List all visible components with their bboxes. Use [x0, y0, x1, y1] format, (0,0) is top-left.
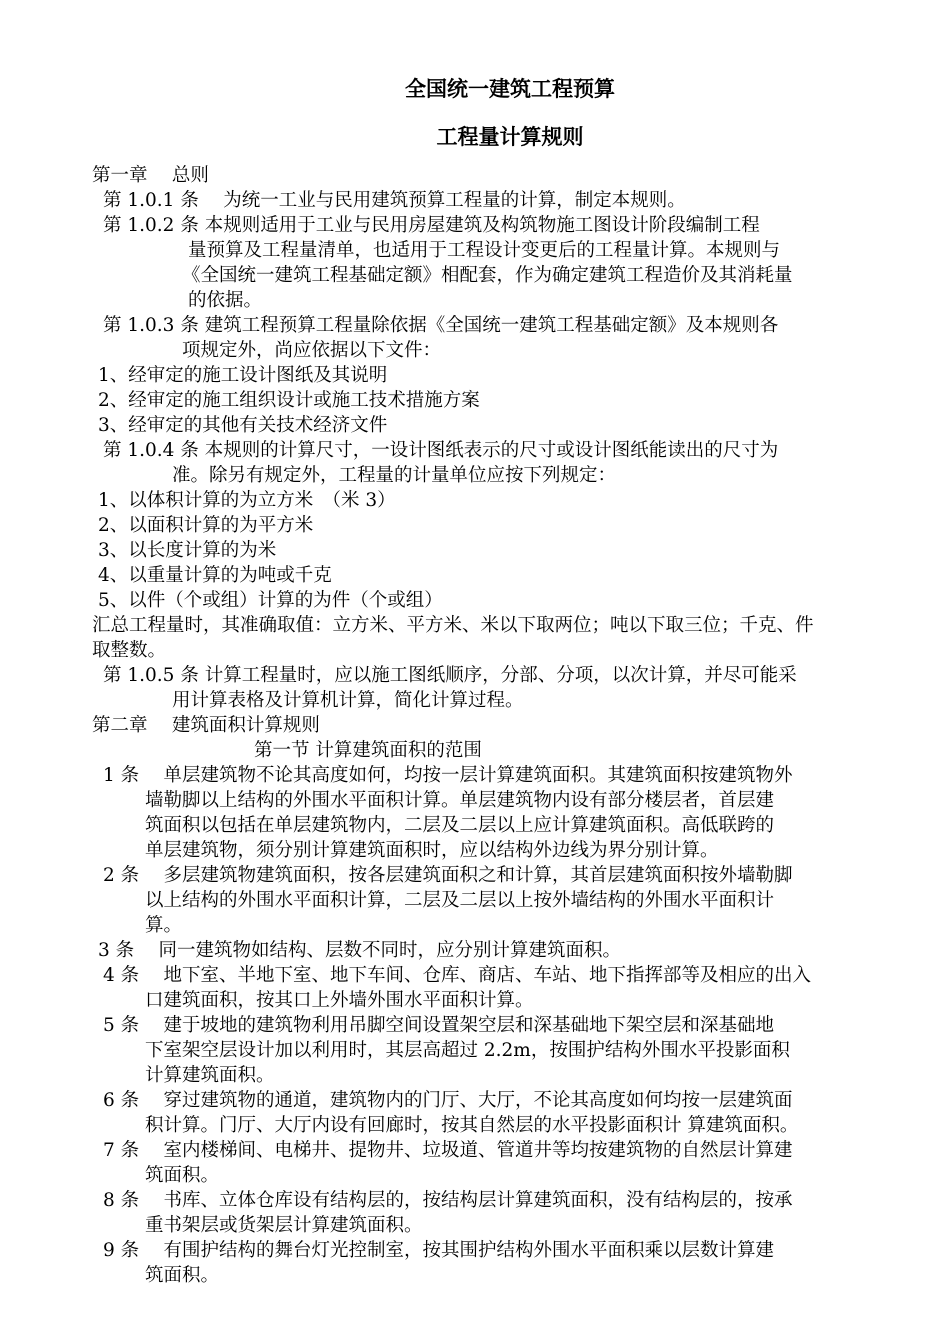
paragraph-line: 汇总工程量时，其准确取值：立方米、平方米、米以下取两位；吨以下取三位；千克、件: [92, 615, 814, 636]
article-line: 第 1.0.2 条 本规则适用于工业与民用房屋建筑及构筑物施工图设计阶段编制工程: [103, 215, 760, 236]
clause-line: 3 条 同一建筑物如结构、层数不同时，应分别计算建筑面积。: [98, 940, 622, 961]
clause-line: 筑面积。: [145, 1265, 220, 1286]
clause-line: 4 条 地下室、半地下室、地下车间、仓库、商店、车站、地下指挥部等及相应的出入: [103, 965, 812, 986]
clause-line: 计算建筑面积。: [145, 1065, 275, 1086]
clause-line: 8 条 书库、立体仓库设有结构层的，按结构层计算建筑面积，没有结构层的，按承: [103, 1190, 793, 1211]
article-line: 的依据。: [188, 290, 263, 311]
article-line: 《全国统一建筑工程基础定额》相配套，作为确定建筑工程造价及其消耗量: [182, 265, 793, 286]
list-item: 2、以面积计算的为平方米: [98, 515, 314, 536]
article-line: 项规定外，尚应依据以下文件：: [182, 340, 442, 361]
clause-line: 算。: [145, 915, 183, 936]
clause-line: 单层建筑物，须分别计算建筑面积时，应以结构外边线为界分别计算。: [145, 840, 719, 861]
article-line: 第 1.0.4 条 本规则的计算尺寸，一设计图纸表示的尺寸或设计图纸能读出的尺寸为: [103, 440, 779, 461]
clause-line: 以上结构的外围水平面积计算，二层及二层以上按外墙结构的外围水平面积计: [145, 890, 775, 911]
clause-line: 口建筑面积，按其口上外墙外围水平面积计算。: [145, 990, 534, 1011]
list-item: 3、经审定的其他有关技术经济文件: [98, 415, 388, 436]
clause-line: 下室架空层设计加以利用时，其层高超过 2.2m，按围护结构外围水平投影面积: [145, 1040, 790, 1061]
paragraph-line: 取整数。: [92, 640, 167, 661]
clause-line: 1 条 单层建筑物不论其高度如何，均按一层计算建筑面积。其建筑面积按建筑物外: [103, 765, 793, 786]
clause-line: 2 条 多层建筑物建筑面积，按各层建筑面积之和计算，其首层建筑面积按外墙勒脚: [103, 865, 793, 886]
clause-line: 筑面积以包括在单层建筑物内，二层及二层以上应计算建筑面积。高低联跨的: [145, 815, 775, 836]
article-line: 第 1.0.3 条 建筑工程预算工程量除依据《全国统一建筑工程基础定额》及本规则各: [103, 315, 779, 336]
chapter-heading: 第一章 总则: [92, 165, 209, 186]
list-item: 3、以长度计算的为米: [98, 540, 277, 561]
document-subtitle: 工程量计算规则: [436, 125, 584, 149]
clause-line: 重书架层或货架层计算建筑面积。: [145, 1215, 423, 1236]
list-item: 2、经审定的施工组织设计或施工技术措施方案: [98, 390, 480, 411]
clause-line: 7 条 室内楼梯间、电梯井、提物井、垃圾道、管道井等均按建筑物的自然层计算建: [103, 1140, 793, 1161]
clause-line: 5 条 建于坡地的建筑物利用吊脚空间设置架空层和深基础地下架空层和深基础地: [103, 1015, 775, 1036]
clause-line: 筑面积。: [145, 1165, 220, 1186]
list-item: 4、以重量计算的为吨或千克: [98, 565, 332, 586]
article-line: 第 1.0.5 条 计算工程量时，应以施工图纸顺序，分部、分项，以次计算，并尽可能采: [103, 665, 797, 686]
article-line: 用计算表格及计算机计算，简化计算过程。: [172, 690, 524, 711]
chapter-heading: 第二章 建筑面积计算规则: [92, 715, 320, 736]
article-line: 量预算及工程量清单，也适用于工程设计变更后的工程量计算。本规则与: [188, 240, 781, 261]
section-heading: 第一节 计算建筑面积的范围: [254, 740, 482, 761]
document-title: 全国统一建筑工程预算: [405, 77, 615, 101]
clause-line: 9 条 有围护结构的舞台灯光控制室，按其围护结构外围水平面积乘以层数计算建: [103, 1240, 775, 1261]
clause-line: 墙勒脚以上结构的外围水平面积计算。单层建筑物内设有部分楼层者，首层建: [145, 790, 775, 811]
article-line: 第 1.0.1 条 为统一工业与民用建筑预算工程量的计算，制定本规则。: [103, 190, 686, 211]
list-item: 1、经审定的施工设计图纸及其说明: [98, 365, 388, 386]
article-line: 准。除另有规定外，工程量的计量单位应按下列规定：: [172, 465, 617, 486]
list-item: 1、以体积计算的为立方米 （米 3）: [98, 490, 396, 511]
clause-line: 6 条 穿过建筑物的通道，建筑物内的门厅、大厅，不论其高度如何均按一层建筑面: [103, 1090, 793, 1111]
clause-line: 积计算。门厅、大厅内设有回廊时，按其自然层的水平投影面积计 算建筑面积。: [145, 1115, 799, 1136]
list-item: 5、以件（个或组）计算的为件（个或组）: [98, 590, 443, 611]
